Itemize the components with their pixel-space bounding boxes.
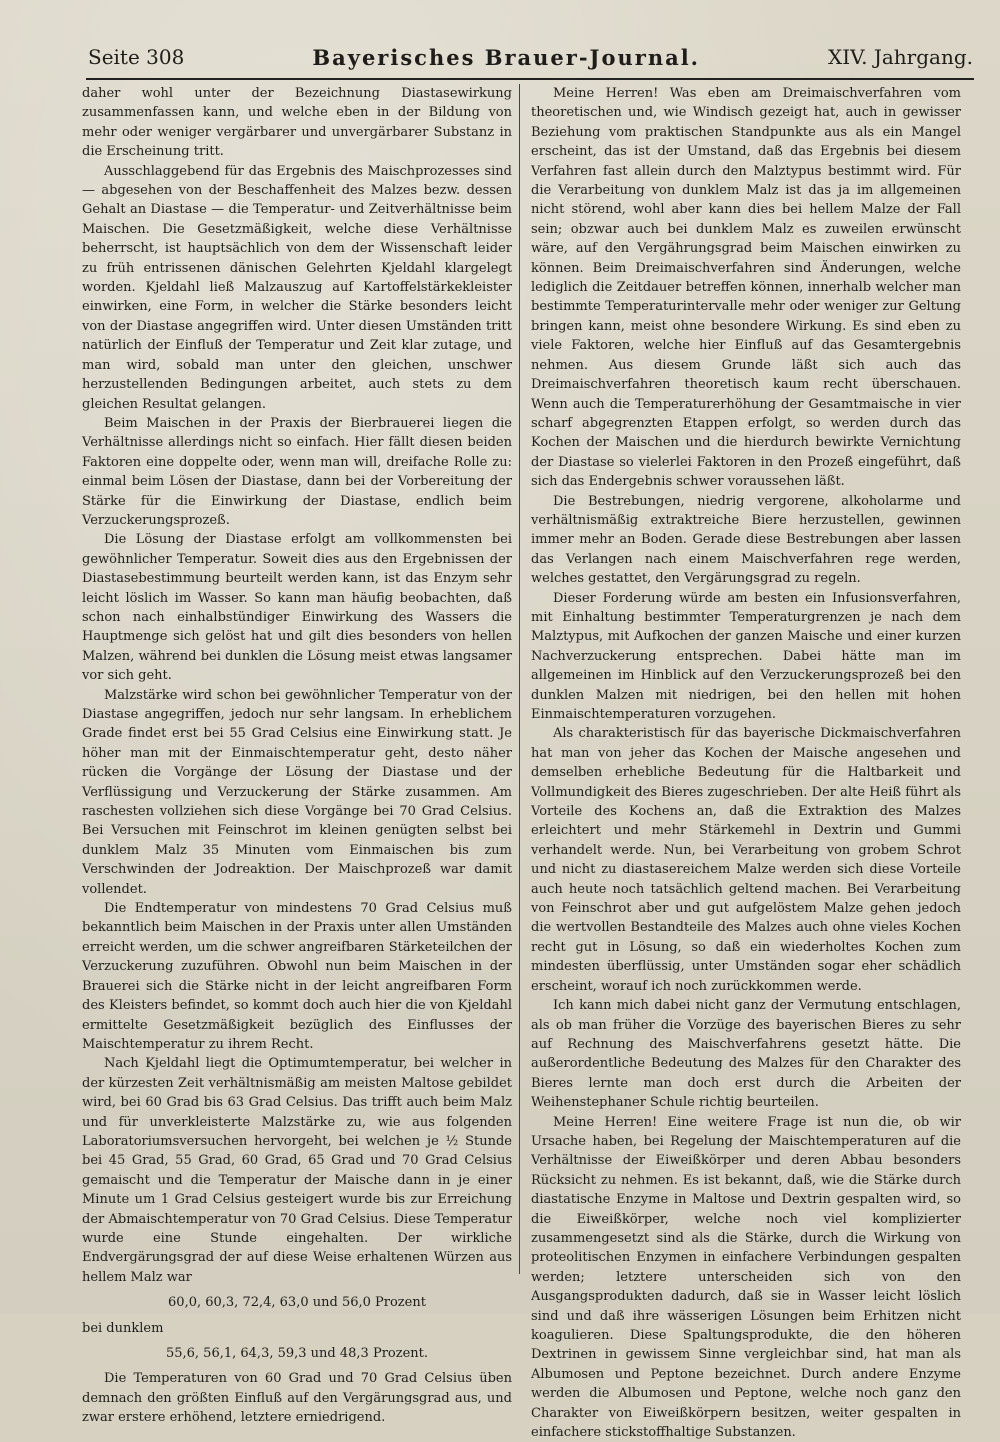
label-dark-malt: bei dunklem: [82, 1320, 164, 1336]
paragraph: Dieser Forderung würde am besten ein Infusionsverfahren, mit Einhaltung bestimmter Temperaturgrenzen je nach dem Malztypus, mit Aufkochen der ganzen Maische und einer kurzen Nachverzuckerung entsprechen. Dabei hätte man im allgemeinen im Hinblick auf den Verzuckerungsprozeß bei den dunklen Malzen mit niedrigen, bei den hellen mit hohen Einmaischtemperaturen vorzugehen.: [531, 590, 961, 722]
page-number: Seite 308: [88, 45, 185, 69]
paragraph: Malzstärke wird schon bei gewöhnlicher Temperatur von der Diastase angegriffen, jedoch nur sehr langsam. In erheblichem Grade findet erst bei 55 Grad Celsius eine Einwirkung statt. Je höher man mit der Einmaischtemperatur geht, desto näher rücken die Vorgänge der Lösung der Diastase und der Verflüssigung und Verzuckerung der Stärke zusammen. Am raschesten vollziehen sich diese Vorgänge bei 70 Grad Celsius. Bei Versuchen mit Feinschrot im kleinen genügten selbst bei dunklem Malz 35 Minuten vom Einmaischen bis zum Verschwinden der Jodreaktion. Der Maischprozeß war damit vollendet.: [82, 687, 512, 897]
paragraph: Ausschlaggebend für das Ergebnis des Maischprozesses sind — abgesehen von der Beschaffenheit des Malzes bezw. dessen Gehalt an Diastase — die Temperatur- und Zeitverhältnisse beim Maischen. Die Gesetzmäßigkeit, welche diese Verhältnisse beherrscht, ist hauptsächlich von dem der Wissenschaft leider zu früh entrissenen dänischen Gelehrten Kjeldahl klargelegt worden. Kjeldahl ließ Malzauszug auf Kartoffelstärkekleister einwirken, eine Form, in welcher die Stärke besonders leicht von der Diastase angegriffen wird. Unter diesen Umständen tritt natürlich der Einfluß der Temperatur und Zeit klar zutage, und man wird, sobald man unter den gleichen, unschwer herzustellenden Bedingungen arbeitet, auch stets zu dem gleichen Resultat gelangen.: [82, 163, 512, 412]
paragraph: Meine Herren! Eine weitere Frage ist nun die, ob wir Ursache haben, bei Regelung der Maischtemperaturen auf die Verhältnisse der Eiweißkörper und deren Abbau besonders Rücksicht zu nehmen. Es ist bekannt, daß, wie die Stärke durch diastatische Enzyme in Maltose und Dextrin gespalten wird, so die Eiweißkörper, welche noch viel komplizierter zusammengesetzt sind als die Stärke, durch die Wirkung von proteolitischen Enzymen in einfachere Verbindungen gespalten werden; letztere unterscheiden sich von den Ausgangsprodukten dadurch, daß sie in Wasser leicht löslich sind und daß ihre wässerigen Lösungen beim Erhitzen nicht koagulieren. Diese Spaltungsprodukte, die den höheren Dextrinen in gewissem Sinne vergleichbar sind, hat man als Albumosen und Peptone bezeichnet. Durch andere Enzyme werden die Albumosen und Peptone, welche noch ganz den Charakter von Eiweißkörpern besitzen, weiter gespalten in einfachere stickstoffhaltige Substanzen.: [531, 1114, 961, 1441]
paragraph: Als charakteristisch für das bayerische Dickmaischverfahren hat man von jeher das Kochen der Maische angesehen und demselben erhebliche Bedeutung für die Haltbarkeit und Vollmundigkeit des Bieres zugeschrieben. Der alte Heiß führt als Vorteile des Kochens an, daß die Extraktion des Malzes erleichtert und mehr Stärkemehl in Dextrin und Gummi verhandelt werde. Nun, bei Verarbeitung von grobem Schrot und nicht zu diastasereichem Malze werden sich diese Vorteile auch heute noch tatsächlich geltend machen. Bei Verarbeitung von Feinschrot aber und gut aufgelöstem Malze gehen jedoch die wertvollen Bestandteile des Malzes auch ohne vieles Kochen recht gut in Lösung, so daß ein wiederholtes Kochen zum mindesten überflüssig, unter Umständen sogar eher schädlich erscheint, worauf ich noch zurückkommen werde.: [531, 726, 961, 994]
volume-label: XIV. Jahrgang.: [828, 45, 973, 69]
right-column: [531, 84, 961, 1441]
header-rule: [86, 78, 974, 80]
paragraph: Die Temperaturen von 60 Grad und 70 Grad Celsius üben demnach den größten Einfluß auf den Vergärungsgrad aus, und zwar erstere erhöhend, letztere erniedrigend.: [82, 1371, 512, 1426]
paragraph: Beim Maischen in der Praxis der Bierbrauerei liegen die Verhältnisse allerdings nicht so einfach. Hier fällt diesen beiden Faktoren eine doppelte oder, wenn man will, dreifache Rolle zu: einmal beim Lösen der Diastase, dann bei der Vorbereitung der Stärke für die Einwirkung der Diastase, endlich beim Verzuckerungsprozeß.: [82, 415, 512, 528]
paragraph: Die Lösung der Diastase erfolgt am vollkommensten bei gewöhnlicher Temperatur. Soweit dies aus den Ergebnissen der Diastasebestimmung beurteilt werden kann, ist das Enzym sehr leicht löslich im Wasser. So kann man häufig beobachten, daß schon nach einhalbstündiger Einwirkung des Wassers die Hauptmenge sich gelöst hat und gilt dies besonders von hellen Malzen, während bei dunklen die Lösung meist etwas langsamer vor sich geht.: [82, 532, 512, 684]
result-values-light: 60,0, 60,3, 72,4, 63,0 und 56,0 Prozent: [168, 1295, 426, 1311]
column-divider: [519, 84, 520, 1274]
paragraph: Die Endtemperatur von mindestens 70 Grad Celsius muß bekanntlich beim Maischen in der Praxis unter allen Umständen erreicht werden, um die schwer angreifbaren Stärketeilchen der Verzuckerung zuzuführen. Obwohl nun beim Maischen in der Brauerei sich die Stärke nicht in der leicht angreifbaren Form des Kleisters befindet, so kommt doch auch hier die von Kjeldahl ermittelte Gesetzmäßigkeit bezüglich des Einflusses der Maischtemperatur zu ihrem Recht.: [82, 901, 512, 1052]
page-header: [88, 40, 973, 74]
left-column: [82, 84, 512, 1426]
paragraph: Nach Kjeldahl liegt die Optimumtemperatur, bei welcher in der kürzesten Zeit verhältnismäßig am meisten Maltose gebildet wird, bei 60 Grad bis 63 Grad Celsius. Das trifft auch beim Malz und für unverkleisterte Malzstärke zu, wie aus folgenden Laboratoriumsversuchen hervorgeht, bei welchen je ½ Stunde bei 45 Grad, 55 Grad, 60 Grad, 65 Grad und 70 Grad Celsius gemaischt und die Temperatur der Maische dann in je einer Minute um 1 Grad Celsius gesteigert wurde bis zur Erreichung der Abmaischtemperatur von 70 Grad Celsius. Diese Temperatur wurde eine Stunde eingehalten. Der wirkliche Endvergärungsgrad der auf diese Weise erhaltenen Würzen aus hellem Malz war: [82, 1056, 512, 1285]
paragraph: daher wohl unter der Bezeichnung Diastasewirkung zusammenfassen kann, und welche eben in der Bildung von mehr oder weniger vergärbarer und unvergärbarer Substanz in die Erscheinung tritt.: [82, 86, 512, 160]
journal-title: Bayerisches Brauer-Journal.: [312, 44, 700, 70]
paragraph: Die Bestrebungen, niedrig vergorene, alkoholarme und verhältnismäßig extraktreiche Biere herzustellen, gewinnen immer mehr an Boden. Gerade diese Bestrebungen aber lassen das Verlangen nach einem Maischverfahren rege werden, welches gestattet, den Vergärungsgrad zu regeln.: [531, 493, 961, 587]
paragraph: Meine Herren! Was eben am Dreimaischverfahren vom theoretischen und, wie Windisch gezeigt hat, auch in gewisser Beziehung vom praktischen Standpunkte aus als ein Mangel erscheint, das ist der Umstand, daß das Ergebnis bei diesem Verfahren fast allein durch den Malztypus bestimmt wird. Für die Verarbeitung von dunklem Malz ist das ja im allgemeinen nicht störend, wohl aber kann dies bei hellem Malze der Fall sein; obzwar auch bei dunklem Malz es zuweilen erwünscht wäre, auf den Vergährungsgrad beim Maischen einwirken zu können. Beim Dreimaischverfahren sind Änderungen, welche lediglich die Zeitdauer betreffen können, innerhalb welcher man bestimmte Temperaturintervalle mehr oder weniger zur Geltung bringen kann, meist ohne besondere Wirkung. Es sind eben zu viele Faktoren, welche hier Einfluß auf das Gesamtergebnis nehmen. Aus diesem Grunde läßt sich auch das Dreimaischverfahren theoretisch kaum recht überschauen. Wenn auch die Temperaturerhöhung der Gesamtmaische in vier scharf abgegrenzten Etappen erfolgt, so werden durch das Kochen der Maischen und die hierdurch bewirkte Vernichtung der Diastase so vielerlei Faktoren in den Prozeß eingeführt, daß sich das Endergebnis schwer voraussehen läßt.: [531, 86, 961, 490]
paragraph: Ich kann mich dabei nicht ganz der Vermutung entschlagen, als ob man früher die Vorzüge des bayerischen Bieres zu sehr auf Rechnung des Maischverfahrens gesetzt hätte. Die außerordentliche Bedeutung des Malzes für den Charakter des Bieres lernte man doch erst durch die Arbeiten der Weihenstephaner Schule richtig beurteilen.: [531, 998, 961, 1111]
result-values-dark: 55,6, 56,1, 64,3, 59,3 und 48,3 Prozent.: [165, 1346, 429, 1361]
